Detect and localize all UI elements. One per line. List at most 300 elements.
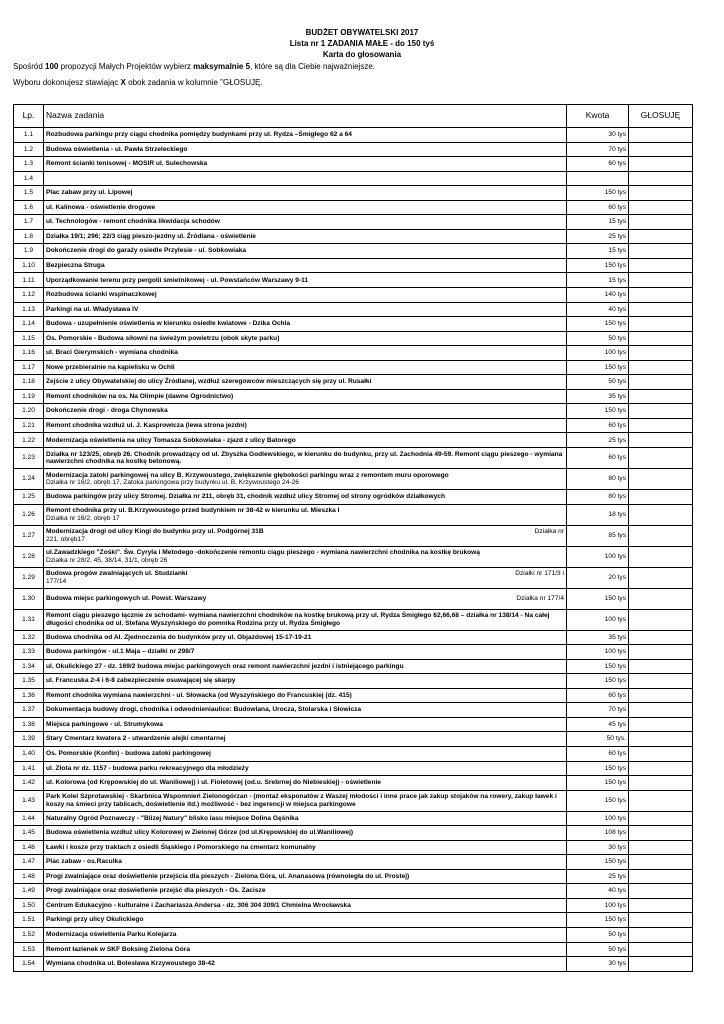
row-amount: 30 tys (567, 957, 629, 972)
row-task-name (44, 588, 567, 609)
row-amount: 60 tys (567, 448, 629, 469)
row-lp: 1.50 (14, 898, 44, 913)
task-title: Plac zabaw przy ul. Lipowej (46, 189, 133, 197)
row-lp: 1.9 (14, 244, 44, 259)
row-lp: 1.25 (14, 490, 44, 505)
task-title: Remont ścianki tenisowej - MOSIR ul. Sulechowska (46, 160, 208, 168)
table-row (14, 855, 693, 870)
vote-cell[interactable] (629, 525, 693, 546)
row-lp: 1.26 (14, 504, 44, 525)
table-row (14, 375, 693, 390)
task-title: Budowa parkingów przy ulicy Stromej. Działka nr 211, obręb 31, chodnik wzdłuż ulicy Stromej od strony ogródków działkowych (46, 493, 446, 501)
vote-cell[interactable] (629, 186, 693, 201)
vote-cell[interactable] (629, 200, 693, 215)
row-lp: 1.42 (14, 776, 44, 791)
table-row (14, 688, 693, 703)
task-title: Os. Pomorskie - Budowa siłowni na świeżym powietrzu (obok skyte parku) (46, 334, 280, 342)
task-details: 177/14 (46, 577, 67, 585)
vote-cell[interactable] (629, 273, 693, 288)
vote-cell[interactable] (629, 244, 693, 259)
task-title: Uporządkowanie terenu przy pergolii śmietnikowej - ul. Powstańców Warszawy 9-11 (46, 276, 309, 284)
table-row (14, 433, 693, 448)
row-amount: 60 tys (567, 688, 629, 703)
row-lp: 1.20 (14, 404, 44, 419)
row-amount: 60 tys (567, 157, 629, 172)
row-lp: 1.46 (14, 840, 44, 855)
row-lp: 1.10 (14, 258, 44, 273)
row-task-name (44, 688, 567, 703)
task-title: Remont chodników na os. Na Olimpie (dawne Ogrodnictwo) (46, 392, 234, 400)
row-lp: 1.48 (14, 869, 44, 884)
task-title: Budowa progów zwalniających ul. Studzianki (46, 570, 188, 578)
task-title: Remont chodnika wymiana nawierzchni - ul. Słowacka (od Wyszyńskiego do Francuskiej (dz. 415) (46, 691, 352, 699)
header-task-name: Nazwa zadania (44, 105, 567, 128)
row-lp: 1.47 (14, 855, 44, 870)
vote-cell[interactable] (629, 360, 693, 375)
row-lp: 1.40 (14, 746, 44, 761)
table-row (14, 404, 693, 419)
vote-cell[interactable] (629, 567, 693, 588)
task-title: Remont chodnika przy ul. B.Krzywoustego przed budynkiem nr 38-42 w kierunku ul. Mieszka I (46, 507, 340, 515)
table-row (14, 490, 693, 505)
row-task-name (44, 258, 567, 273)
task-title: Remont łazienek w SKF Boksing Zielona Góra (46, 945, 190, 953)
row-task-name (44, 448, 567, 469)
document-subtitle: Lista nr 1 ZADANIA MAŁE - do 150 tyś (289, 39, 435, 48)
row-task-name (44, 504, 567, 525)
row-lp: 1.2 (14, 142, 44, 157)
task-title: Dokumentacja budowy drogi, chodnika i odwodnieniaulice: Budowlana, Urocza, Stolarska i Słowicza (46, 706, 362, 714)
task-title: Budowa chodnika od Al. Zjednoczenia do budynków przy ul. Objazdowej 15-17-19-21 (46, 633, 312, 641)
row-task-name (44, 360, 567, 375)
vote-cell[interactable] (629, 504, 693, 525)
row-task-name (44, 469, 567, 490)
row-task-name (44, 375, 567, 390)
row-lp: 1.22 (14, 433, 44, 448)
table-row (14, 331, 693, 346)
row-amount: 100 tys (567, 609, 629, 630)
instruction-max: maksymalnie 5 (193, 62, 251, 71)
table-row (14, 588, 693, 609)
table-row (14, 215, 693, 230)
row-lp: 1.6 (14, 200, 44, 215)
row-lp: 1.5 (14, 186, 44, 201)
row-amount: 100 tys (567, 645, 629, 660)
row-lp: 1.1 (14, 128, 44, 143)
row-task-name (44, 927, 567, 942)
row-lp: 1.43 (14, 790, 44, 811)
row-amount: 100 tys (567, 898, 629, 913)
vote-cell[interactable] (629, 942, 693, 957)
row-amount: 150 tys (567, 855, 629, 870)
row-task-name (44, 331, 567, 346)
row-lp: 1.12 (14, 288, 44, 303)
table-row (14, 142, 693, 157)
task-title: Miejsca parkingowe - ul. Strumykowa (46, 720, 163, 728)
row-task-name (44, 855, 567, 870)
task-title: Plac zabaw - os.Raculka (46, 858, 122, 866)
row-amount: 100 tys (567, 546, 629, 567)
vote-cell[interactable] (629, 302, 693, 317)
row-task-name (44, 811, 567, 826)
table-row (14, 717, 693, 732)
task-title: ul. Kalinowa - oświetlenie drogowe (46, 203, 156, 211)
row-task-name (44, 717, 567, 732)
row-task-name (44, 942, 567, 957)
vote-cell[interactable] (629, 469, 693, 490)
row-task-name (44, 142, 567, 157)
row-amount: 80 tys (567, 469, 629, 490)
row-task-name (44, 186, 567, 201)
table-row (14, 884, 693, 899)
vote-cell[interactable] (629, 433, 693, 448)
row-amount: 150 tys (567, 186, 629, 201)
row-lp: 1.15 (14, 331, 44, 346)
task-title: Centrum Edukacyjno - kulturalne i Zachariasza Andersa - dz. 306 304 309/1 Chmielna Wrocławska (46, 901, 351, 909)
vote-cell[interactable] (629, 776, 693, 791)
row-task-name (44, 389, 567, 404)
row-amount: 150 tys (567, 674, 629, 689)
row-amount: 140 tys (567, 288, 629, 303)
vote-cell[interactable] (629, 840, 693, 855)
row-task-name (44, 200, 567, 215)
instruction-text: obok zadania w kolumnie "GŁOSUJĘ. (125, 78, 263, 87)
vote-cell[interactable] (629, 761, 693, 776)
row-lp: 1.33 (14, 645, 44, 660)
vote-cell[interactable] (629, 142, 693, 157)
vote-cell[interactable] (629, 630, 693, 645)
row-amount: 50 tys (567, 331, 629, 346)
vote-cell[interactable] (629, 375, 693, 390)
row-task-name (44, 490, 567, 505)
row-amount: 85 tys (567, 525, 629, 546)
row-amount: 70 tys (567, 142, 629, 157)
table-row (14, 546, 693, 567)
task-title: Remont chodnika wzdłuż ul. J. Kasprowicza (lewa strona jezdni) (46, 422, 247, 429)
instruction-text: propozycji Małych Projektów wybierz (58, 62, 194, 71)
row-amount: 150 tys (567, 790, 629, 811)
table-row (14, 288, 693, 303)
table-row (14, 840, 693, 855)
row-amount: 150 tys (567, 659, 629, 674)
row-amount (567, 171, 629, 186)
table-row (14, 186, 693, 201)
vote-cell[interactable] (629, 957, 693, 972)
row-task-name (44, 869, 567, 884)
table-row (14, 567, 693, 588)
row-task-name (44, 215, 567, 230)
table-row (14, 258, 693, 273)
vote-cell[interactable] (629, 717, 693, 732)
row-amount: 35 tys (567, 630, 629, 645)
row-lp: 1.27 (14, 525, 44, 546)
row-task-name (44, 346, 567, 361)
task-title: ul. Francuska 2-4 i 6-8 zabezpieczenie osuwającej się skarpy (46, 677, 236, 685)
vote-cell[interactable] (629, 913, 693, 928)
vote-cell[interactable] (629, 790, 693, 811)
row-amount: 150 tys (567, 360, 629, 375)
vote-cell[interactable] (629, 659, 693, 674)
table-row (14, 418, 693, 433)
table-row (14, 746, 693, 761)
row-amount: 15 tys (567, 273, 629, 288)
header-lp: Lp. (14, 105, 44, 128)
row-task-name (44, 157, 567, 172)
row-task-name (44, 273, 567, 288)
task-details: Działka nr 16/2, obręb 17, Zatoka parkingowa przy budynku ul. B. Krzywoustego 24-26 (46, 479, 299, 487)
row-amount: 150 tys (567, 761, 629, 776)
row-lp: 1.52 (14, 927, 44, 942)
row-amount: 150 tys (567, 913, 629, 928)
task-title: Naturalny Ogród Poznawczy - "Blizej Natury" blisko lasu miejsce Dolina Gęśnika (46, 814, 299, 822)
row-task-name (44, 746, 567, 761)
vote-cell[interactable] (629, 418, 693, 433)
row-task-name (44, 957, 567, 972)
row-lp: 1.21 (14, 418, 44, 433)
vote-cell[interactable] (629, 171, 693, 186)
table-row (14, 811, 693, 826)
task-title: Budowa miejsc parkingowych ul. Powst. Warszawy (46, 594, 207, 602)
task-title: Nowe przebieralnie na kąpielisku w Ochli (46, 363, 175, 371)
task-title: Modernizacja oświetlenia Parku Kolejarza (46, 931, 177, 939)
task-title: Działka 19/1; 296; 22/3 ciąg pieszo-jezdny ul. Źródlana - oświetlenie (46, 232, 256, 240)
row-lp: 1.41 (14, 761, 44, 776)
row-lp: 1.29 (14, 567, 44, 588)
vote-cell[interactable] (629, 546, 693, 567)
table-row (14, 630, 693, 645)
vote-cell[interactable] (629, 157, 693, 172)
row-amount: 100 tys (567, 346, 629, 361)
row-task-name (44, 659, 567, 674)
row-lp: 1.37 (14, 703, 44, 718)
vote-cell[interactable] (629, 404, 693, 419)
table-row (14, 525, 693, 546)
vote-cell[interactable] (629, 588, 693, 609)
row-task-name (44, 776, 567, 791)
row-lp: 1.39 (14, 732, 44, 747)
task-title: Modernizacja zatoki parkingowej na ulicy B. Krzywoustego, zwiększenie głębokości parkingu wraz z remontem muru oporowego (46, 471, 449, 479)
task-title: Rozbudowa parkingu przy ciągu chodnika pomiędzy budynkami przy ul. Rydza –Śmigłego 62 a 64 (46, 131, 352, 139)
table-row (14, 776, 693, 791)
row-amount: 25 tys (567, 869, 629, 884)
task-title: ul. Okulickiego 27 - dz. 169/2 budowa miejsc parkingowych oraz remont nawierzchni jezdni i istniejącego parkingu (46, 662, 404, 670)
row-amount: 15 tys (567, 215, 629, 230)
table-row (14, 927, 693, 942)
vote-cell[interactable] (629, 128, 693, 143)
row-lp: 1.3 (14, 157, 44, 172)
task-title: Dokończenie drogi - droga Chynowska (46, 407, 168, 415)
vote-cell[interactable] (629, 746, 693, 761)
row-task-name (44, 630, 567, 645)
row-task-name (44, 703, 567, 718)
table-row (14, 317, 693, 332)
row-task-name (44, 674, 567, 689)
row-lp: 1.18 (14, 375, 44, 390)
task-title: Ławki i kosze przy traktach z osiedli Śląskiego i Pomorskiego na cmentarz komunalny (46, 843, 316, 851)
vote-cell[interactable] (629, 490, 693, 505)
row-task-name (44, 128, 567, 143)
row-task-name (44, 171, 567, 186)
task-title: Progi zwalniające oraz doświetlenie przejść dla pieszych - Os. Zacisze (46, 887, 266, 895)
row-task-name (44, 244, 567, 259)
vote-cell[interactable] (629, 688, 693, 703)
vote-cell[interactable] (629, 674, 693, 689)
task-title: Modernizacja drogi od ulicy Kingi do budynku przy ul. Podgórnej 31B (46, 528, 264, 536)
task-title: Działka nr 123/25, obręb 26. Chodnik prowadzący od ul. Zbyszka Godlewskiego, w kierunku do budynku, przy ul. Zachodnia 49-59. Remont ciągu pieszego - wymiana nawierzchni chodnika na kostkę betonową. (46, 450, 563, 466)
table-row (14, 790, 693, 811)
table-row (14, 302, 693, 317)
row-amount: 40 tys (567, 302, 629, 317)
task-title: Parkingi na ul. Władysława IV (46, 305, 139, 313)
task-details: Działka nr 16/2, obręb 17 (46, 514, 120, 522)
task-plot-ref: Działka nr 177/4 (516, 594, 564, 602)
task-plot-ref: Działka nr (534, 528, 564, 536)
row-task-name (44, 302, 567, 317)
row-amount: 60 tys (567, 200, 629, 215)
vote-cell[interactable] (629, 703, 693, 718)
table-row (14, 360, 693, 375)
vote-cell[interactable] (629, 732, 693, 747)
instruction-line-2 (13, 78, 263, 88)
vote-cell[interactable] (629, 609, 693, 630)
row-lp: 1.19 (14, 389, 44, 404)
vote-cell[interactable] (629, 869, 693, 884)
row-task-name (44, 567, 567, 588)
row-amount: 150 tys (567, 588, 629, 609)
task-details: 221, obręb17 (46, 535, 85, 543)
row-amount: 150 tys (567, 404, 629, 419)
table-row (14, 273, 693, 288)
task-title: Bezpieczna Struga (46, 261, 105, 269)
vote-cell[interactable] (629, 317, 693, 332)
row-amount: 30 tys (567, 840, 629, 855)
table-row (14, 346, 693, 361)
vote-cell[interactable] (629, 898, 693, 913)
vote-cell[interactable] (629, 215, 693, 230)
row-amount: 18 tys (567, 504, 629, 525)
instruction-text: Spośród (13, 62, 46, 71)
table-row (14, 469, 693, 490)
row-task-name (44, 229, 567, 244)
row-lp: 1.34 (14, 659, 44, 674)
row-amount: 40 tys (567, 884, 629, 899)
vote-cell[interactable] (629, 884, 693, 899)
table-row (14, 200, 693, 215)
row-task-name (44, 761, 567, 776)
table-header-row (14, 105, 693, 128)
vote-cell[interactable] (629, 927, 693, 942)
table-row (14, 244, 693, 259)
row-amount: 60 tys (567, 746, 629, 761)
row-lp: 1.17 (14, 360, 44, 375)
row-lp: 1.45 (14, 826, 44, 841)
task-title: Progi zwalniające oraz doświetlenie przejścia dla pieszych - Zielona Góra, ul. Ananasowa (równoległa do ul. Prostej) (46, 872, 410, 880)
instruction-text: Wyboru dokonujesz stawiając (13, 78, 121, 87)
row-task-name (44, 317, 567, 332)
task-title: Budowa parkingów - ul.1 Maja – działki nr 298/7 (46, 648, 195, 656)
row-amount: 150 tys (567, 776, 629, 791)
table-row (14, 826, 693, 841)
table-row (14, 229, 693, 244)
row-lp: 1.7 (14, 215, 44, 230)
table-row (14, 609, 693, 630)
row-amount: 50 tys (567, 375, 629, 390)
vote-cell[interactable] (629, 346, 693, 361)
table-row (14, 389, 693, 404)
vote-cell[interactable] (629, 448, 693, 469)
row-amount: 30 tys (567, 128, 629, 143)
row-lp: 1.4 (14, 171, 44, 186)
row-amount: 100 tys (567, 811, 629, 826)
table-row (14, 659, 693, 674)
vote-cell[interactable] (629, 855, 693, 870)
row-amount: 50 tys (567, 942, 629, 957)
table-row (14, 504, 693, 525)
vote-cell[interactable] (629, 645, 693, 660)
vote-cell[interactable] (629, 229, 693, 244)
table-row (14, 448, 693, 469)
row-task-name (44, 790, 567, 811)
table-row (14, 957, 693, 972)
row-lp: 1.11 (14, 273, 44, 288)
task-title: ul. Złota nr dz. 1157 - budowa parku rekreacyjnego dla młodzieży (46, 764, 249, 772)
task-title: Stary Cmentarz kwatera 2 - utwardzenie alejki cmentarnej (46, 735, 226, 743)
row-lp: 1.38 (14, 717, 44, 732)
task-title: Rozbudowa ścianki wspinaczkowej (46, 291, 157, 299)
vote-cell[interactable] (629, 331, 693, 346)
task-title: Zejście z ulicy Obywatelskiej do ulicy Źródlanej, wzdłuż szeregowców mieszczących się przy ul. Rusałki (46, 378, 372, 386)
card-title: Karta do głosowania (322, 50, 402, 59)
row-lp: 1.32 (14, 630, 44, 645)
row-amount: 25 tys (567, 229, 629, 244)
row-task-name (44, 525, 567, 546)
row-amount: 20 tys (567, 567, 629, 588)
vote-cell[interactable] (629, 258, 693, 273)
row-amount: 108 tys (567, 826, 629, 841)
row-lp: 1.16 (14, 346, 44, 361)
table-row (14, 703, 693, 718)
row-amount: 60 tys (567, 418, 629, 433)
vote-cell[interactable] (629, 288, 693, 303)
row-amount: 35 tys (567, 389, 629, 404)
vote-cell[interactable] (629, 826, 693, 841)
task-details: Działka nr 28/2, 45, 38/14, 31/1, obręb 26 (46, 556, 168, 564)
table-row (14, 732, 693, 747)
row-amount: 25 tys (567, 433, 629, 448)
row-amount: 50 tys (567, 927, 629, 942)
header-amount: Kwota (567, 105, 629, 128)
row-task-name (44, 404, 567, 419)
task-title: Remont ciągu pieszego łącznie ze schodami- wymiana nawierzchni chodników na kostkę brukową przy ul. Rydza Śmigłego 62,66,68 – działka nr 138/14 - Na całej długości chodnika od ul. Stefana Wyszyńskiego do pomnika Rodzina przy ul. Rydza Śmigłego (46, 612, 550, 627)
task-title: Budowa oświetlenia - ul. Pawła Strzeleckiego (46, 145, 188, 153)
table-row (14, 942, 693, 957)
row-lp: 1.14 (14, 317, 44, 332)
vote-cell[interactable] (629, 811, 693, 826)
row-amount: 150 tys (567, 258, 629, 273)
row-task-name (44, 418, 567, 433)
table-row (14, 898, 693, 913)
task-title: Dokończenie drogi do garaży osiedle Przylesie - ul. Sobkowiaka (46, 247, 247, 255)
row-task-name (44, 913, 567, 928)
instruction-line-1 (13, 62, 375, 72)
table-row (14, 869, 693, 884)
row-task-name (44, 433, 567, 448)
row-task-name (44, 826, 567, 841)
table-row (14, 157, 693, 172)
task-title: Budowa - uzupełnienie oświetlenia w kierunku osiedle kwiatowe - Dzika Ochla (46, 320, 291, 328)
row-amount: 70 tys (567, 703, 629, 718)
vote-cell[interactable] (629, 389, 693, 404)
